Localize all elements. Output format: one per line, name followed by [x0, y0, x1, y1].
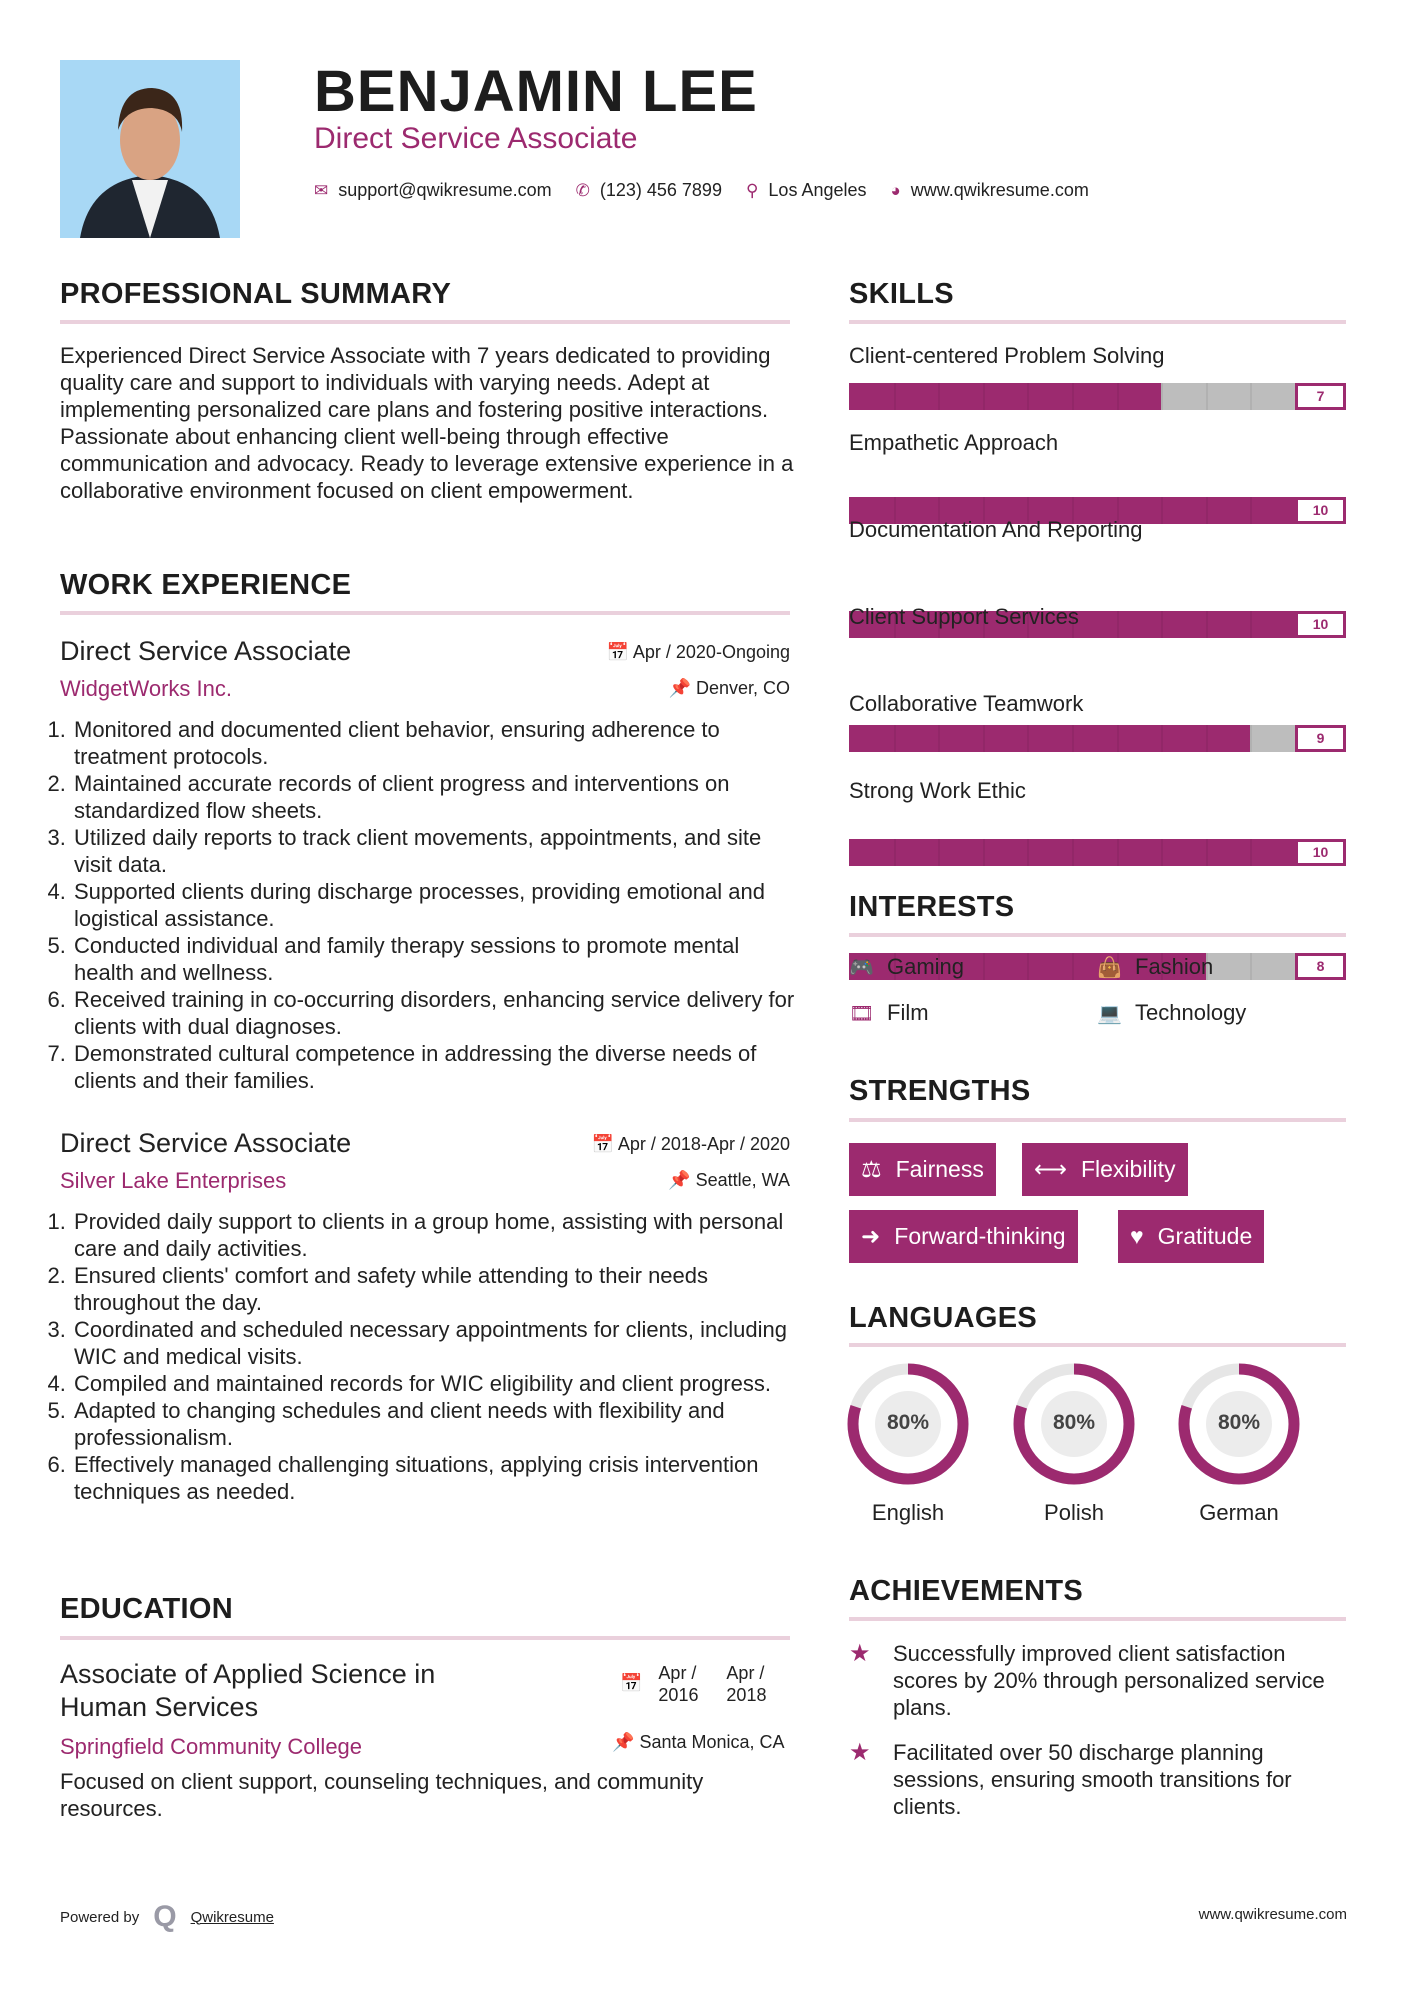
bar-segment [1250, 953, 1252, 980]
qwikresume-link[interactable]: Qwikresume [190, 1908, 274, 1926]
list-item: 5. Conducted individual and family therapy sessions to promote mental health and wellness. [72, 932, 799, 986]
strength-tag [1118, 1210, 1264, 1263]
education-location [612, 1732, 785, 1753]
phone-icon: ✆ [575, 180, 590, 200]
map-pin-icon: ⚲ [745, 180, 759, 200]
language-donut [1011, 1361, 1137, 1487]
pin-icon: 📌 [668, 1170, 696, 1190]
star-icon: ★ [849, 1739, 871, 1766]
contact-item: support@qwikresume.com [338, 180, 552, 200]
interest-label: Gaming [887, 954, 965, 979]
contact-info [314, 180, 1089, 201]
job-location [669, 678, 790, 699]
job-date [591, 1134, 790, 1155]
skill-label: Strong Work Ethic [849, 778, 1026, 803]
strength-label: Gratitude [1157, 1223, 1253, 1249]
list-item: 6. Effectively managed challenging situations, applying crisis intervention techniques as needed. [72, 1451, 799, 1505]
divider [849, 1343, 1346, 1347]
job-date [606, 642, 790, 663]
candidate-title: Direct Service Associate [314, 122, 638, 155]
skill-bar-fill [849, 383, 1161, 410]
bar-segment [1117, 725, 1119, 752]
language-percent: 80% [1217, 1411, 1261, 1434]
strength-label: Forward-thinking [894, 1223, 1066, 1249]
achievement-item [849, 1640, 1346, 1721]
divider [849, 1118, 1346, 1122]
date-text: Apr / 2020-Ongoing [632, 642, 790, 662]
bar-segment [1161, 725, 1163, 752]
bar-segment [1027, 383, 1029, 410]
language-name: Polish [1044, 1500, 1104, 1525]
strength-tag [1022, 1143, 1188, 1196]
bar-segment [1072, 383, 1074, 410]
skill-score: 10 [1295, 839, 1346, 866]
contact-item: www.qwikresume.com [910, 180, 1089, 200]
contact-item: (123) 456 7899 [599, 180, 722, 200]
qwikresume-logo-icon: Q [153, 1900, 177, 1933]
interest-item [1097, 1000, 1246, 1026]
language-name: English [871, 1500, 945, 1525]
divider [849, 1617, 1346, 1621]
interests-heading: INTERESTS [849, 891, 1015, 923]
bar-segment [1072, 953, 1074, 980]
achievement-text: Successfully improved client satisfaction scores by 20% through personalized service plans. [893, 1641, 1325, 1720]
bar-segment [983, 725, 985, 752]
achievements-heading: ACHIEVEMENTS [849, 1575, 1084, 1607]
pin-icon: 📌 [668, 678, 696, 698]
bar-segment [938, 383, 940, 410]
star-icon: ★ [849, 1640, 871, 1667]
bar-segment [1117, 839, 1119, 866]
degree-line: Associate of Applied Science in [60, 1659, 436, 1689]
film-icon: 🎞 [849, 1002, 875, 1025]
calendar-icon: 📅 [606, 642, 633, 662]
language-name: German [1199, 1500, 1279, 1525]
skill-score: 8 [1295, 953, 1346, 980]
arrow-right-icon: ➜ [861, 1223, 881, 1249]
degree-line: Human Services [60, 1692, 259, 1722]
skill-label: Documentation And Reporting [849, 517, 1143, 542]
interest-item [1097, 954, 1213, 980]
divider [60, 611, 790, 615]
bar-segment [1250, 725, 1252, 752]
languages-heading: LANGUAGES [849, 1302, 1037, 1334]
bar-segment [1072, 725, 1074, 752]
strength-label: Fairness [895, 1156, 984, 1182]
skill-label: Client-centered Problem Solving [849, 343, 1165, 368]
list-item: 7. Demonstrated cultural competence in addressing the diverse needs of clients and their families. [72, 1040, 799, 1094]
footer-site: www.qwikresume.com [1198, 1906, 1347, 1923]
education-heading: EDUCATION [60, 1593, 233, 1625]
job-bullets [54, 716, 799, 1094]
bar-segment [983, 839, 985, 866]
bar-segment [1161, 839, 1163, 866]
education-school: Springfield Community College [60, 1734, 363, 1759]
bar-segment [983, 953, 985, 980]
bar-segment [1250, 383, 1252, 410]
skill-score: 9 [1295, 725, 1346, 752]
summary-text: Experienced Direct Service Associate with 7 years dedicated to providing quality care and support to individuals with varying needs. Adept at implementing personalized care plans and fostering positive interactions. Passionate about enhancing client well-being through effective communication and advocacy. Ready to leverage extensive experience in a collaborative environment focused on client empowerment. [60, 343, 794, 503]
bar-segment [1027, 839, 1029, 866]
education-end: Apr / 2018 [726, 1663, 767, 1705]
bar-segment [1206, 497, 1208, 524]
bar-segment [1206, 839, 1208, 866]
skill-bar [849, 839, 1346, 866]
interest-label: Fashion [1135, 954, 1214, 979]
bar-segment [1117, 611, 1119, 638]
skills-heading: SKILLS [849, 278, 954, 310]
job-company: Silver Lake Enterprises [60, 1168, 287, 1193]
job-bullets [54, 1208, 799, 1505]
laptop-icon: 💻 [1097, 1002, 1122, 1025]
bar-segment [983, 383, 985, 410]
heart-icon: ♥ [1130, 1223, 1144, 1249]
interest-item [849, 954, 964, 980]
bar-segment [894, 725, 896, 752]
list-item: 3. Utilized daily reports to track client movements, appointments, and site visit data. [72, 824, 799, 878]
education-dates [620, 1662, 778, 1706]
education-description: Focused on client support, counseling techniques, and community resources. [60, 1769, 704, 1821]
divider [60, 1636, 790, 1640]
interest-label: Film [887, 1000, 929, 1025]
list-item: 6. Received training in co-occurring disorders, enhancing service delivery for clients with dual diagnoses. [72, 986, 799, 1040]
bar-segment [938, 725, 940, 752]
bar-segment [1161, 497, 1163, 524]
skill-label: Client Support Services [849, 604, 1079, 629]
language-donut [845, 1361, 971, 1487]
divider [849, 933, 1346, 937]
balance-scale-icon: ⚖ [861, 1156, 882, 1182]
bar-segment [894, 839, 896, 866]
interest-item [849, 1000, 929, 1026]
list-item: 4. Supported clients during discharge processes, providing emotional and logistical assistance. [72, 878, 799, 932]
shopping-bag-icon: 👜 [1097, 956, 1122, 979]
summary-heading: PROFESSIONAL SUMMARY [60, 278, 452, 310]
skill-bar [849, 383, 1346, 410]
arrows-horizontal-icon: ⟷ [1034, 1156, 1067, 1182]
gamepad-icon: 🎮 [849, 956, 874, 979]
list-item: 1. Provided daily support to clients in a group home, assisting with personal care and daily activities. [72, 1208, 799, 1262]
list-item: 2. Ensured clients' comfort and safety while attending to their needs throughout the day. [72, 1262, 799, 1316]
bar-segment [1250, 611, 1252, 638]
strength-tag [849, 1143, 996, 1196]
globe-icon: ◕ [890, 180, 901, 200]
footer-powered [60, 1900, 274, 1934]
date-text: Apr / 2018-Apr / 2020 [617, 1134, 790, 1154]
skill-score: 10 [1295, 497, 1346, 524]
bar-segment [1027, 953, 1029, 980]
bar-segment [1250, 839, 1252, 866]
list-item: 1. Monitored and documented client behavior, ensuring adherence to treatment protocols. [72, 716, 799, 770]
calendar-icon: 📅 [620, 1673, 643, 1693]
location-text: Seattle, WA [695, 1170, 790, 1190]
skill-bar-fill [849, 725, 1250, 752]
list-item: 2. Maintained accurate records of client progress and interventions on standardized flow sheets. [72, 770, 799, 824]
skill-label: Empathetic Approach [849, 430, 1059, 455]
contact-item: Los Angeles [768, 180, 867, 200]
bar-segment [894, 383, 896, 410]
envelope-icon: ✉ [314, 180, 329, 200]
education-start: Apr / 2016 [658, 1663, 699, 1705]
bar-segment [938, 839, 940, 866]
bar-segment [1206, 611, 1208, 638]
skill-bar-fill [849, 839, 1346, 866]
achievement-text: Facilitated over 50 discharge planning sessions, ensuring smooth transitions for clients. [893, 1740, 1292, 1819]
skill-score: 7 [1295, 383, 1346, 410]
language-percent: 80% [1052, 1411, 1096, 1434]
achievement-item [849, 1739, 1346, 1820]
bar-segment [1161, 383, 1163, 410]
list-item: 4. Compiled and maintained records for WIC eligibility and client progress. [72, 1370, 799, 1397]
experience-heading: WORK EXPERIENCE [60, 569, 352, 601]
skill-label: Collaborative Teamwork [849, 691, 1084, 716]
list-item: 5. Adapted to changing schedules and client needs with flexibility and professionalism. [72, 1397, 799, 1451]
job-title: Direct Service Associate [60, 1128, 352, 1158]
location-text: Santa Monica, CA [639, 1732, 785, 1752]
job-title: Direct Service Associate [60, 636, 352, 666]
candidate-name: BENJAMIN LEE [314, 59, 758, 124]
skill-bar [849, 725, 1346, 752]
language-percent: 80% [886, 1411, 930, 1434]
pin-icon: 📌 [612, 1732, 635, 1752]
interest-label: Technology [1135, 1000, 1247, 1025]
divider [849, 320, 1346, 324]
language-donut [1176, 1361, 1302, 1487]
bar-segment [1206, 383, 1208, 410]
profile-photo [60, 60, 240, 238]
bar-segment [1072, 839, 1074, 866]
education-degree [60, 1658, 435, 1724]
job-location [668, 1170, 790, 1191]
strength-label: Flexibility [1080, 1156, 1176, 1182]
bar-segment [1027, 725, 1029, 752]
powered-by-text: Powered by [60, 1908, 140, 1926]
bar-segment [1250, 497, 1252, 524]
bar-segment [1117, 383, 1119, 410]
strengths-heading: STRENGTHS [849, 1075, 1031, 1107]
location-text: Denver, CO [695, 678, 790, 698]
job-company: WidgetWorks Inc. [60, 676, 232, 701]
bar-segment [1206, 725, 1208, 752]
divider [60, 320, 790, 324]
list-item: 3. Coordinated and scheduled necessary appointments for clients, including WIC and medical visits. [72, 1316, 799, 1370]
calendar-icon: 📅 [591, 1134, 618, 1154]
strength-tag [849, 1210, 1078, 1263]
skill-score: 10 [1295, 611, 1346, 638]
bar-segment [1161, 611, 1163, 638]
